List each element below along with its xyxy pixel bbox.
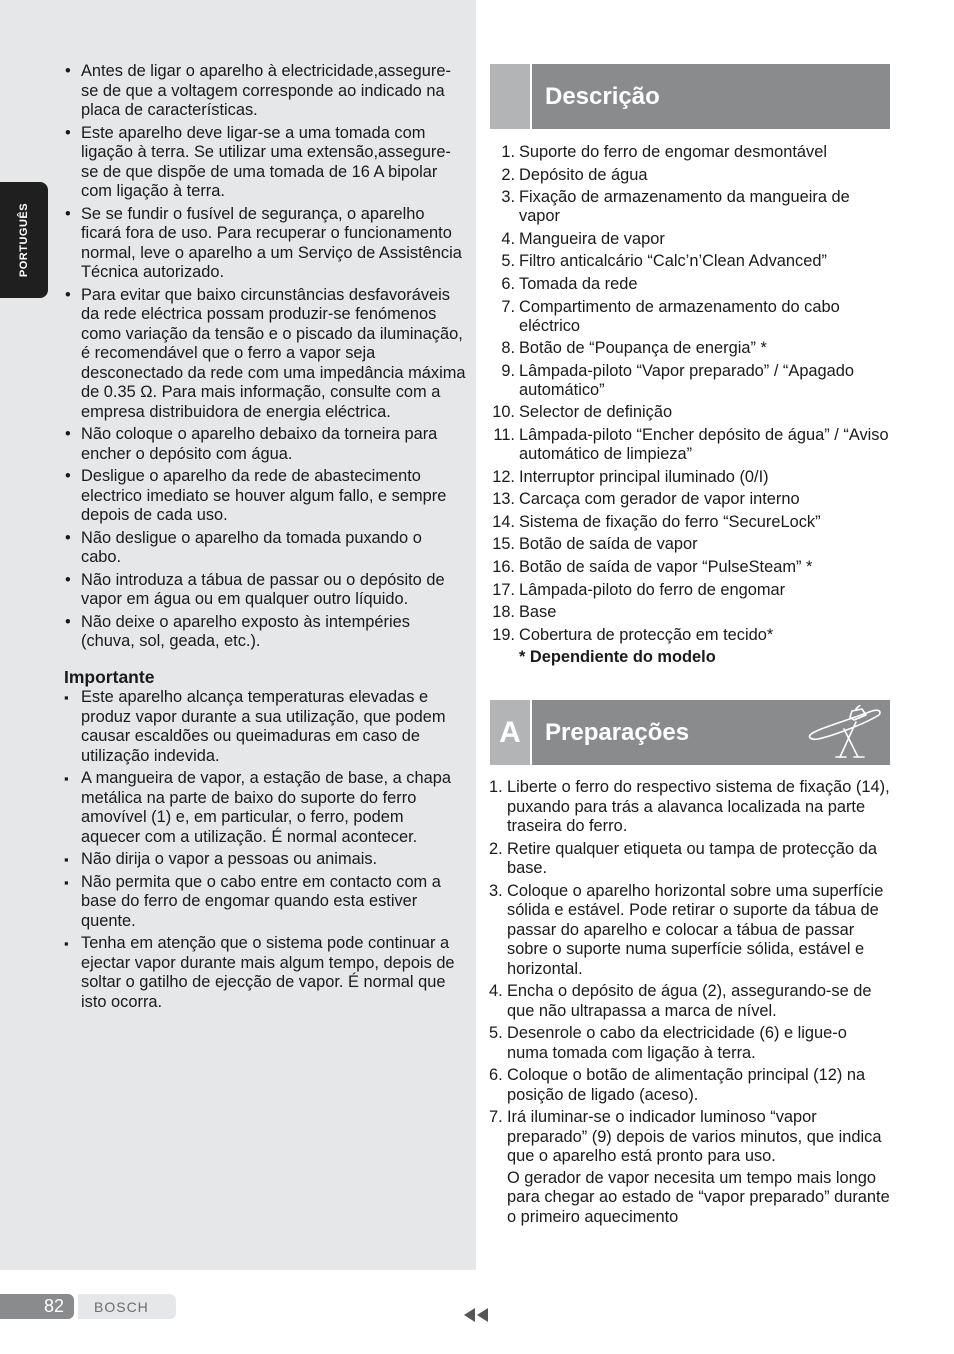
- item-number: 11.: [493, 425, 515, 444]
- item-number: 8.: [501, 339, 515, 358]
- item-number: 14.: [492, 512, 515, 531]
- description-item: [490, 339, 890, 358]
- safety-item: • Este aparelho deve ligar-se a uma tomada com ligação à terra. Se utilizar uma extensão,assegure-se de que dispõe de uma tomada de 16 A bipolar com ligação à terra.: [64, 124, 466, 202]
- prep-step: [490, 1024, 890, 1063]
- prep-step: [490, 982, 890, 1021]
- important-item: ▪ Não permita que o cabo entre em contacto com a base do ferro de engomar quando esta estiver quente.: [64, 873, 466, 932]
- header-divider: [530, 700, 532, 765]
- step-number: 7.: [489, 1108, 503, 1127]
- description-item: [490, 403, 890, 422]
- safety-item: • Antes de ligar o aparelho à electricidade,assegure-se de que a voltagem corresponde ao indicado na placa de características.: [64, 62, 466, 121]
- item-number: 9.: [501, 361, 515, 380]
- description-item: [490, 581, 890, 600]
- important-item: ▪ Tenha em atenção que o sistema pode continuar a ejectar vapor durante mais algum tempo, depois de soltar o gatilho de ejecção de vapor. É normal que isto ocorra.: [64, 934, 466, 1012]
- preparations-section: [490, 700, 890, 1227]
- item-number: 12.: [492, 467, 515, 486]
- page-number: 82: [43, 1296, 64, 1316]
- item-number: 6.: [501, 274, 515, 293]
- description-item: [490, 490, 890, 509]
- item-text: Botão de “Poupança de energia” *: [519, 339, 767, 358]
- safety-item: • Não coloque o aparelho debaixo da torneira para encher o depósito com água.: [64, 425, 466, 464]
- item-text: Lâmpada-piloto “Vapor preparado” / “Apagado automático”: [519, 361, 855, 399]
- language-label: PORTUGUÊS: [18, 202, 30, 278]
- description-marker: [490, 64, 530, 129]
- description-item: [490, 513, 890, 532]
- step-text: Liberte o ferro do respectivo sistema de fixação (14), puxando para trás a alavanca localizada na parte traseira do ferro.: [507, 778, 890, 836]
- step-number: 2.: [489, 839, 503, 858]
- preparations-title: Preparações: [545, 718, 690, 746]
- item-text: Lâmpada-piloto do ferro de engomar: [519, 580, 786, 599]
- item-text: Sistema de fixação do ferro “SecureLock”: [519, 512, 821, 531]
- step-text: Coloque o botão de alimentação principal (12) na posição de ligado (aceso).: [507, 1066, 866, 1104]
- step-number: 4.: [489, 982, 503, 1001]
- item-text: Filtro anticalcário “Calc’n’Clean Advanced”: [519, 252, 827, 271]
- item-number: 17.: [492, 580, 515, 599]
- item-number: 19.: [492, 625, 515, 644]
- step-text: Retire qualquer etiqueta ou tampa de protecção da base.: [507, 839, 877, 878]
- description-item: [490, 558, 890, 577]
- item-text: Selector de definição: [519, 403, 673, 422]
- step-text: Irá iluminar-se o indicador luminoso “vapor preparado” (9) depois de varios minutos, que indica que o aparelho está pronto para uso.: [507, 1108, 882, 1166]
- important-item: ▪ Este aparelho alcança temperaturas elevadas e produz vapor durante a sua utilização, que podem causar escaldões ou queimaduras em caso de utilização indevida.: [64, 688, 466, 766]
- rewind-arrows-icon[interactable]: [462, 1307, 490, 1323]
- step-number: 3.: [489, 881, 503, 900]
- description-list: [490, 143, 890, 645]
- description-item: [490, 252, 890, 271]
- description-item: [490, 535, 890, 554]
- model-note: * Dependiente do modelo: [519, 648, 716, 667]
- item-number: 4.: [501, 229, 515, 248]
- right-column: [490, 64, 890, 1230]
- description-header: [490, 64, 890, 129]
- safety-item: • Para evitar que baixo circunstâncias desfavoráveis da rede eléctrica possam produzir-se fenómenos como variação da tensão e o piscado da iluminação, é recomendável que o ferro a vapor seja desconectado da rede com uma impedância máxima de 0.35 Ω. Para mais informação, consulte com a empresa distribuidora de energia eléctrica.: [64, 286, 466, 423]
- item-text: Depósito de água: [519, 165, 648, 184]
- important-item: ▪ Não dirija o vapor a pessoas ou animais.: [64, 850, 466, 870]
- step-extra-text: O gerador de vapor necesita um tempo mais longo para chegar ao estado de “vapor preparado” durante o primeiro aquecimento: [507, 1168, 890, 1226]
- safety-column: [64, 62, 466, 1015]
- description-title: Descrição: [545, 82, 660, 110]
- item-number: 16.: [492, 557, 515, 576]
- description-item: [490, 362, 890, 400]
- item-text: Botão de saída de vapor “PulseSteam” *: [519, 557, 813, 576]
- item-number: 7.: [501, 297, 515, 316]
- item-text: Base: [519, 603, 557, 622]
- prep-step: [490, 1108, 890, 1227]
- step-number: 1.: [489, 778, 503, 797]
- brand-name: BOSCH: [94, 1298, 149, 1315]
- item-text: Compartimento de armazenamento do cabo eléctrico: [519, 297, 840, 335]
- item-number: 3.: [501, 188, 515, 207]
- item-text: Cobertura de protecção em tecido*: [519, 625, 774, 644]
- safety-item: • Não desligue o aparelho da tomada puxando o cabo.: [64, 529, 466, 568]
- preparations-header: [490, 700, 890, 765]
- ironing-board-icon: [806, 705, 884, 760]
- item-number: 18.: [492, 603, 515, 622]
- preparations-marker: A: [490, 700, 530, 765]
- item-text: Fixação de armazenamento da mangueira de vapor: [519, 188, 850, 226]
- item-text: Botão de saída de vapor: [519, 535, 698, 554]
- step-number: 6.: [489, 1066, 503, 1085]
- safety-item: • Não deixe o aparelho exposto às intempéries (chuva, sol, geada, etc.).: [64, 613, 466, 652]
- item-number: 13.: [492, 490, 515, 509]
- step-text: Coloque o aparelho horizontal sobre uma superfície sólida e estável. Pode retirar o suporte da tábua de passar do aparelho e colocar a tábua de passar sobre o suporte numa superfície sólida, estável e horizontal.: [507, 881, 884, 978]
- preparations-steps: [490, 778, 890, 1227]
- page-number-tab: [0, 1294, 74, 1319]
- description-item: [490, 166, 890, 185]
- prep-step: [490, 882, 890, 980]
- important-item: ▪ A mangueira de vapor, a estação de base, a chapa metálica na parte de baixo do suporte do ferro amovível (1) e, em particular, o ferro, podem aquecer com a utilização. É normal acontecer.: [64, 769, 466, 847]
- description-item: [490, 298, 890, 336]
- description-item: [490, 626, 890, 645]
- description-item: [490, 143, 890, 162]
- description-item: [490, 426, 890, 464]
- item-text: Carcaça com gerador de vapor interno: [519, 490, 800, 509]
- item-number: 1.: [501, 143, 515, 161]
- description-item: [490, 275, 890, 294]
- safety-item: • Se se fundir o fusível de segurança, o aparelho ficará fora de uso. Para recuperar o funcionamento normal, leve o aparelho a um Serviço de Assistência Técnica autorizado.: [64, 205, 466, 283]
- important-list: [64, 688, 466, 1012]
- brand-tab: [78, 1294, 176, 1319]
- safety-list: [64, 62, 466, 652]
- item-number: 2.: [501, 165, 515, 184]
- safety-item: • Não introduza a tábua de passar ou o depósito de vapor em água ou em qualquer outro líquido.: [64, 571, 466, 610]
- description-item: [490, 230, 890, 249]
- item-number: 15.: [492, 535, 515, 554]
- item-text: Mangueira de vapor: [519, 229, 665, 248]
- description-item: [490, 188, 890, 226]
- header-divider: [530, 64, 532, 129]
- step-number: 5.: [489, 1024, 503, 1043]
- prep-step: [490, 778, 890, 837]
- important-heading: Importante: [64, 666, 155, 687]
- prep-step: [490, 1066, 890, 1105]
- safety-item: • Desligue o aparelho da rede de abastecimento electrico imediato se houver algum fallo, e sempre depois de cada uso.: [64, 467, 466, 526]
- step-text: Encha o depósito de água (2), assegurando-se de que não ultrapassa a marca de nível.: [507, 982, 872, 1020]
- item-text: Suporte do ferro de engomar desmontável: [519, 143, 827, 161]
- language-tab: [0, 182, 48, 298]
- item-text: Interruptor principal iluminado (0/I): [519, 467, 769, 486]
- prep-step: [490, 840, 890, 879]
- item-text: Tomada da rede: [519, 274, 638, 293]
- item-text: Lâmpada-piloto “Encher depósito de água” / “Aviso automático de limpieza”: [519, 425, 889, 463]
- item-number: 5.: [501, 252, 515, 271]
- item-number: 10.: [492, 403, 515, 422]
- description-item: [490, 603, 890, 622]
- description-item: [490, 468, 890, 487]
- step-text: Desenrole o cabo da electricidade (6) e ligue-o numa tomada com ligação à terra.: [507, 1024, 847, 1062]
